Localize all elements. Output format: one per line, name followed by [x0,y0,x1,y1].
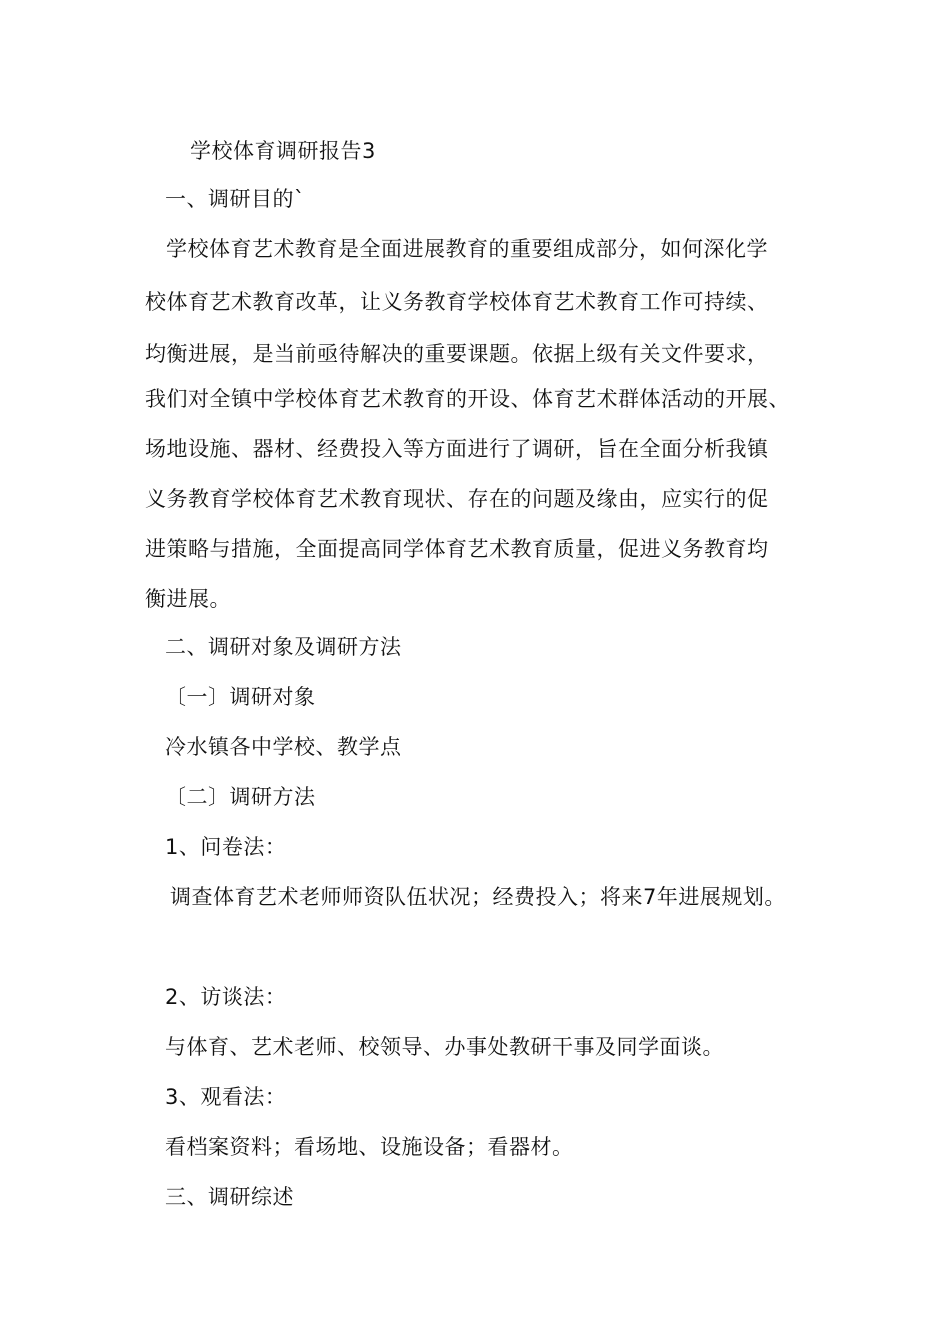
method-observation-heading: 3、观看法： [165,1085,287,1109]
paragraph-line: 均衡进展，是当前亟待解决的重要课题。依据上级有关文件要求， [145,342,769,366]
method-interview-heading: 2、访谈法： [165,985,287,1009]
paragraph-line: 进策略与措施，全面提高同学体育艺术教育质量，促进义务教育均 [145,537,769,561]
section-heading-methods: 二、调研对象及调研方法 [165,635,402,659]
paragraph-line: 我们对全镇中学校体育艺术教育的开设、体育艺术群体活动的开展、 [145,387,790,411]
method-observation-text: 看档案资料；看场地、设施设备；看器材。 [165,1135,574,1159]
paragraph-line: 校体育艺术教育改革，让义务教育学校体育艺术教育工作可持续、 [145,290,769,314]
paragraph-line: 场地设施、器材、经费投入等方面进行了调研，旨在全面分析我镇 [145,437,769,461]
document-title: 学校体育调研报告3 [190,139,376,163]
method-questionnaire-heading: 1、问卷法： [165,835,287,859]
section-heading-summary: 三、调研综述 [165,1185,294,1209]
paragraph-line: 义务教育学校体育艺术教育现状、存在的问题及缘由，应实行的促 [145,487,769,511]
paragraph-line: 学校体育艺术教育是全面进展教育的重要组成部分，如何深化学 [166,237,768,261]
subsection-heading-methods: 〔二〕调研方法 [165,785,316,809]
objects-text: 冷水镇各中学校、教学点 [165,735,402,759]
paragraph-line: 衡进展。 [145,587,231,611]
method-interview-text: 与体育、艺术老师、校领导、办事处教研干事及同学面谈。 [165,1035,724,1059]
method-questionnaire-text: 调查体育艺术老师师资队伍状况；经费投入；将来7年进展规划。 [170,885,786,909]
subsection-heading-objects: 〔一〕调研对象 [165,685,316,709]
section-heading-purpose: 一、调研目的` [165,187,305,211]
